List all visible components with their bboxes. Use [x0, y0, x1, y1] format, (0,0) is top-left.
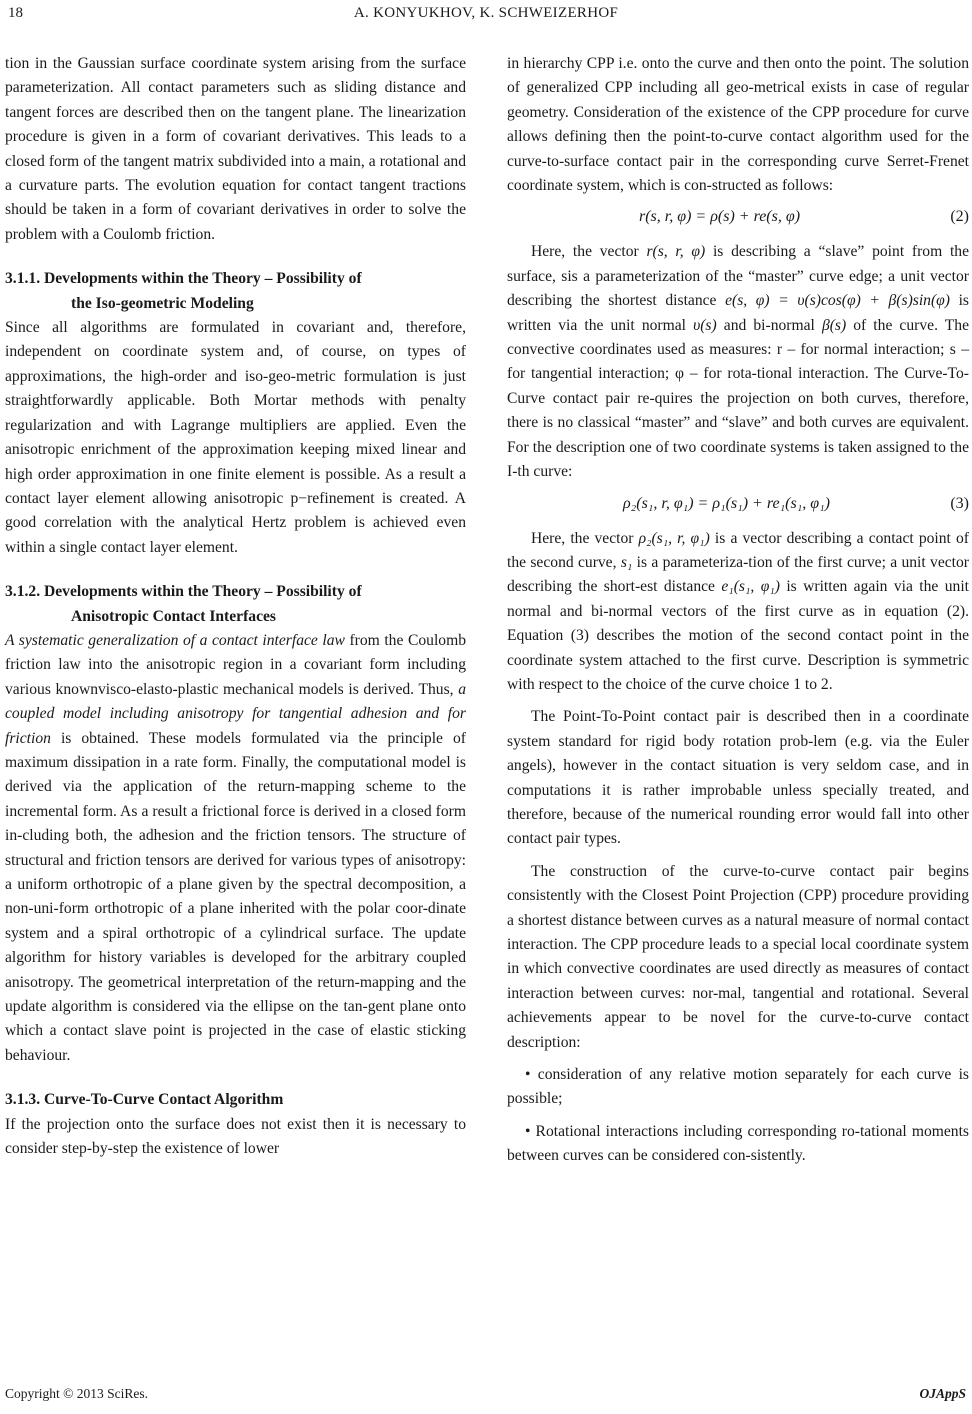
inline-math-normal: υ(s): [693, 316, 717, 334]
left-paragraph-3: [5, 629, 466, 1068]
bullet-item-2: • Rotational interactions including corresponding ro-tational moments between curves can be considered con-sistently.: [507, 1122, 969, 1165]
running-head: A. KONYUKHOV, K. SCHWEIZERHOF: [353, 5, 619, 21]
right-paragraph-2-c: is written via the unit normal: [507, 292, 970, 334]
inline-math-s1: s₁: [620, 553, 633, 571]
right-paragraph-3: [507, 527, 969, 698]
right-paragraph-2-d: and bi-normal: [716, 316, 822, 334]
right-paragraph-2-e: of the curve. The convective coordinates used as measures: r – for normal interaction; s – for tangential interaction; φ – for rota-tional interaction. The Curve-To-Curve contact pair re-quires the projection on both curves, therefore, there is no classical “master” and “slave” and both curves are equivalent. For the description one of two coordinate systems is taken assigned to the I-th curve:: [507, 316, 969, 481]
equation-3-number: (3): [950, 494, 969, 512]
inline-math-e-vector: e(s, φ) = υ(s)cos(φ) + β(s)sin(φ): [725, 292, 950, 310]
right-paragraph-5: The construction of the curve-to-curve contact pair begins consistently with the Closest Point Projection (CPP) procedure providing a shortest distance between curves as a natural measure of normal contact interaction. The CPP procedure leads to a special local coordinate system in which convective coordinates are used directly as measures of contact interaction between curves: nor-mal, tangential and rotational. Several achievements appear to be novel for the curve-to-curve contact description:: [507, 862, 969, 1051]
left-paragraph-1: tion in the Gaussian surface coordinate system arising from the surface parameterization. All contact parameters such as sliding distance and tangent forces are described then on the tangent plane. The linearization procedure is given in a form of covariant derivatives. This leads to a closed form of the tangent matrix subdivided into a main, a rotational and a curvature parts. The evolution equation for contact tangent tractions should be taken in a form of covariant derivatives in order to solve the problem with a Coulomb friction.: [5, 55, 466, 243]
right-paragraph-3-d: is written again via the unit normal and bi-normal vectors of the first curve as in equation (2). Equation (3) describes the motion of the second contact point in the coordinate system attached to the first curve. Description is symmetric with respect to the choice of the curve choice 1 to 2.: [507, 578, 969, 693]
equation-2: [507, 202, 969, 232]
footer-copyright: Copyright © 2013 SciRes.: [5, 1386, 149, 1401]
right-paragraph-3-b: is a vector describing a contact point of the second curve,: [507, 529, 970, 571]
heading-3-1-2: [5, 580, 466, 629]
heading-3-1-1: [5, 267, 466, 316]
page-number: 18: [8, 5, 23, 21]
emphasis-2: a coupled model including anisotropy for tangential adhesion and for friction: [5, 680, 466, 747]
heading-3-1-1-line2: the Iso-geometric Modeling: [71, 294, 254, 312]
inline-math-e1: e₁(s₁, φ₁): [721, 578, 780, 596]
right-paragraph-3-c: is a parameteriza-tion of the first curve; a unit vector describing the short-est distance: [507, 553, 969, 596]
equation-2-expression: r(s, r, φ) = ρ(s) + re(s, φ): [639, 208, 801, 226]
left-paragraph-2: Since all algorithms are formulated in covariant and, therefore, independent on coordinate system and, of course, on types of approximations, the high-order and iso-geo-metric formulation is just straightforwardly applicable. Both Mortar methods with penalty regularization and with Lagrange multipliers are applied. Even the anisotropic enrichment of the approximation keeping mixed linear and high order approximation in one finite element is possible. As a result a contact layer element allowing anisotropic p−refinement is created. A good correlation with the analytical Hertz problem is achieved even within a single contact layer element.: [5, 319, 466, 556]
right-column: [507, 52, 969, 1169]
equation-3-expression: ρ₂(s₁, r, φ₁) = ρ₁(s₁) + re₁(s₁, φ₁): [623, 494, 830, 512]
bullet-item-1: • consideration of any relative motion separately for each curve is possible;: [507, 1066, 969, 1108]
right-paragraph-1: in hierarchy CPP i.e. onto the curve and then onto the point. The solution of generalized CPP including all geo-metrical exists in case of regular geometry. Consideration of the existence of the CPP procedure for curve allows defining then the point-to-curve contact algorithm used for the curve-to-surface contact pair in the corresponding curve Serret-Frenet coordinate system, which is con-structed as follows:: [507, 55, 969, 195]
heading-3-1-2-line1: 3.1.2. Developments within the Theory – Possibility of: [5, 583, 362, 601]
heading-3-1-3: 3.1.3. Curve-To-Curve Contact Algorithm: [5, 1091, 284, 1109]
left-paragraph-3-text-2: is obtained. These models formulated via the principle of maximum dissipation in a rate form. Finally, the computational model is derived via the application of the return-mapping scheme to the incremental form. As a result a frictional force is derived in a closed form in-cluding both, the adhesion and the friction tensors. The structure of structural and friction tensors are derived for various types of anisotropy: a uniform orthotropic of a plane given by the spectral decomposition, a non-uni-form orthotropic of a plane inherited with the polar coor-dinate system and a spiral orthotropic of a cylindrical surface. The update algorithm for history variables is developed for the arbitrary coupled anisotropy. The geometrical interpretation of the return-mapping and the update algorithm is considered via the ellipse on the tan-gent plane onto which a contact slave point is projected in the case of elastic sticking behaviour.: [5, 729, 466, 1064]
right-paragraph-2-b: is describing a “slave” point from the surface, sis a parameterization of the “master” curve edge; a unit vector describing the shortest distance: [507, 243, 969, 310]
left-column: [5, 52, 466, 1161]
inline-math-rho2: ρ₂(s₁, r, φ₁): [638, 529, 710, 547]
emphasis-1: A systematic generalization of a contact interface law: [5, 631, 345, 649]
footer-journal: OJAppS: [919, 1386, 966, 1401]
right-paragraph-4: The Point-To-Point contact pair is described then in a coordinate system standard for rigid body rotation prob-lem (e.g. via the Euler angels), however in the contact situation is very seldom case, and in computations it is rather improbable unless specially treated, and therefore, because of the numerical rounding error would fall into other contact pair types.: [507, 708, 969, 848]
heading-3-1-1-line1: 3.1.1. Developments within the Theory – Possibility of: [5, 270, 362, 288]
right-paragraph-2-a: Here, the vector: [531, 243, 647, 261]
inline-math-binormal: β(s): [821, 316, 847, 334]
right-paragraph-3-a: Here, the vector: [531, 529, 639, 547]
left-paragraph-3-text-1: from the Coulomb friction law into the anisotropic region in a covariant form including various knownvisco-elasto-plastic mechanical models is derived. Thus,: [5, 631, 467, 698]
heading-3-1-2-line2: Anisotropic Contact Interfaces: [71, 607, 276, 625]
equation-2-number: (2): [950, 208, 969, 226]
inline-math-r-vector: r(s, r, φ): [646, 243, 706, 261]
left-paragraph-4: If the projection onto the surface does not exist then it is necessary to consider step-by-step the existence of lower: [5, 1115, 466, 1158]
right-paragraph-2: [507, 240, 969, 484]
equation-3: [507, 489, 969, 519]
